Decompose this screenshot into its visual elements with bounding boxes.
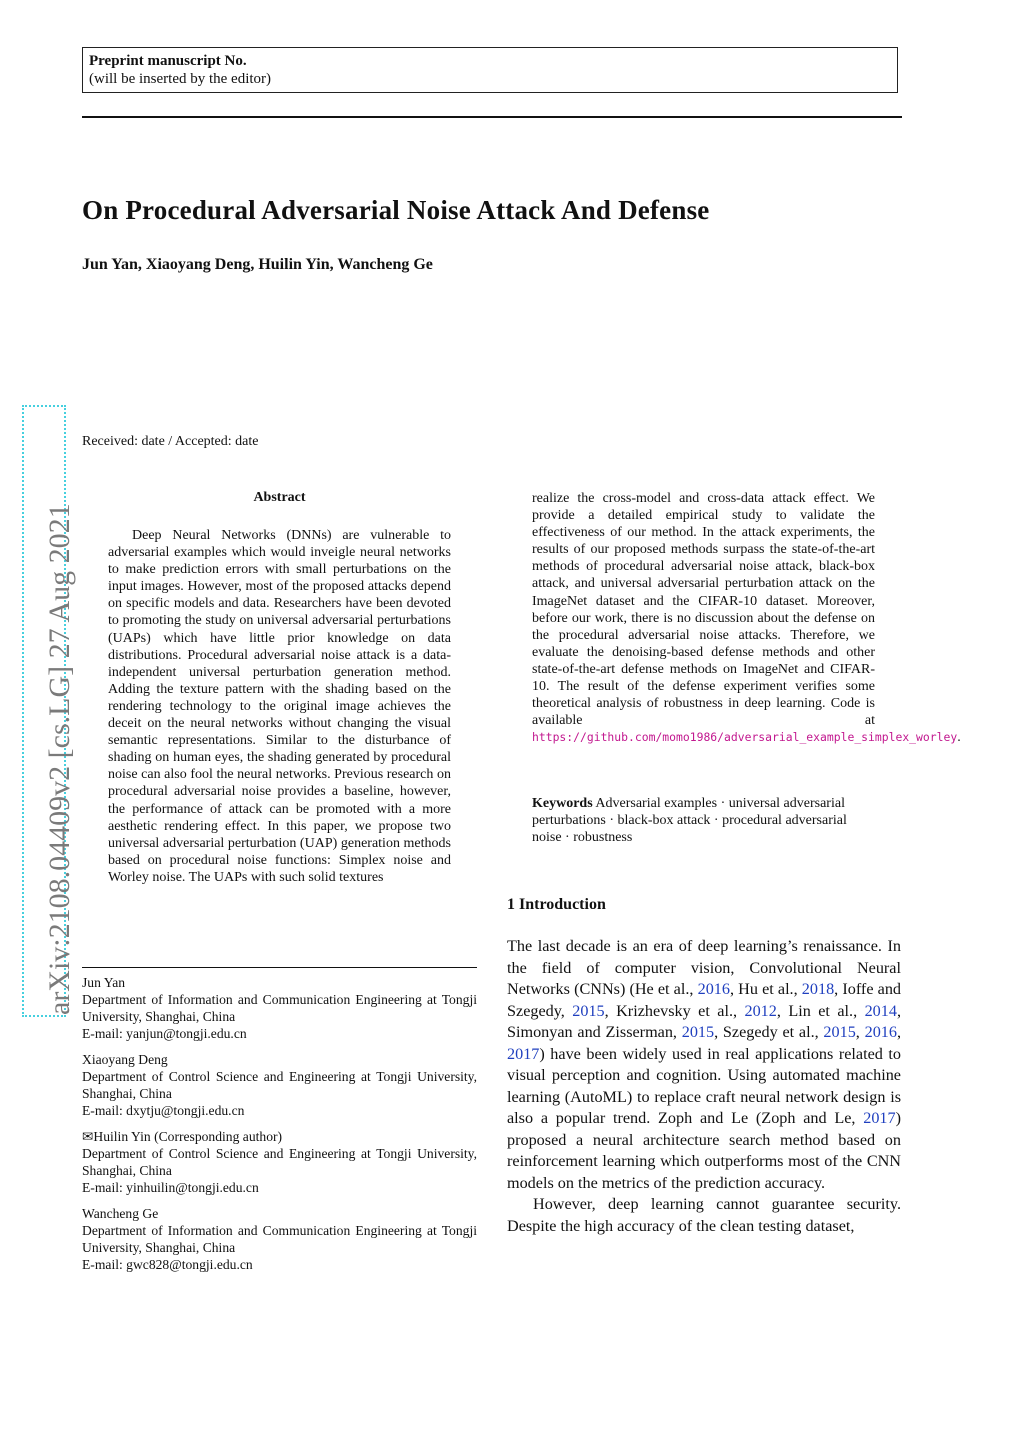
intro-text: ) proposed a neural architecture search method based on reinforcement learning which outperforms most of the CNN models on the metrics of the prediction accuracy.	[507, 1109, 901, 1192]
affiliation-name: ✉Huilin Yin (Corresponding author)	[82, 1129, 283, 1144]
received-accepted-line: Received: date / Accepted: date	[82, 434, 259, 449]
intro-text: , Simonyan and Zisserman,	[507, 1001, 901, 1041]
intro-text: , Krizhevsky et al.,	[604, 1001, 745, 1020]
introduction-body	[507, 936, 901, 1237]
citation-link[interactable]: 2016	[697, 980, 730, 998]
citation-link[interactable]: 2015	[572, 1001, 605, 1020]
preprint-label: Preprint manuscript No.	[89, 53, 247, 69]
intro-text: ) have been widely used in real applications related to visual perception and cognition. Using automated machine learning (AutoML) to replace craft neural network design is also a popular trend. Zoph and Le (Zoph and Le,	[507, 1044, 901, 1127]
arxiv-stamp[interactable]: arXiv:2108.04409v2 [cs.LG] 27 Aug 2021	[43, 503, 76, 1015]
affiliation-department: Department of Information and Communication Engineering at Tongji University, Shanghai, China	[82, 1223, 477, 1256]
affiliation-department: Department of Control Science and Engineering at Tongji University, Shanghai, China	[82, 1069, 477, 1102]
affiliation-department: Department of Control Science and Engineering at Tongji University, Shanghai, China	[82, 1146, 477, 1179]
intro-text: , Ioffe and Szegedy,	[507, 980, 902, 1020]
intro-text: ,	[855, 1023, 865, 1041]
intro-text: , Hu et al.,	[729, 980, 802, 998]
affiliation-email[interactable]: E-mail: yinhuilin@tongji.edu.cn	[82, 1180, 259, 1196]
intro-text: , Lin et al.,	[776, 1001, 865, 1020]
affiliation-email[interactable]: E-mail: yanjun@tongji.edu.cn	[82, 1026, 247, 1042]
affiliation-block	[82, 1205, 477, 1273]
citation-link[interactable]: 2016	[864, 1023, 897, 1041]
citation-link[interactable]: 2015	[823, 1023, 856, 1041]
introduction-paragraph-2: However, deep learning cannot guarantee security. Despite the high accuracy of the clean testing dataset,	[507, 1195, 901, 1235]
author-list: Jun Yan, Xiaoyang Deng, Huilin Yin, Wancheng Ge	[82, 256, 433, 273]
abstract-text-left: Deep Neural Networks (DNNs) are vulnerable to adversarial examples which would inveigle neural networks to make prediction errors with small perturbations on the input images. However, most of the proposed attacks depend on specific models and data. Researchers have been devoted to promoting the study on universal adversarial perturbations (UAPs) which have little prior knowledge on data distributions. Procedural adversarial noise attack is a data-independent universal perturbation generation method. Adding the texture pattern with the shading based on the rendering technology to the original image achieves the deceit on the neural networks without changing the visual semantic representations. Similar to the disturbance of shading on human eyes, the shading generated by procedural noise can also fool the neural networks. Previous research on procedural adversarial noise provides a baseline, however, the performance of attack can be promoted with a more aesthetic rendering effect. In this paper, we propose two universal adversarial perturbation (UAP) generation methods based on procedural noise functions: Simplex noise and Worley noise. The UAPs with such solid textures	[108, 528, 451, 885]
keywords-block	[532, 795, 875, 847]
affiliation-block	[82, 1051, 477, 1119]
abstract-text-right-body: realize the cross-model and cross-data attack effect. We provide a detailed empirical study to validate the effectiveness of our method. In the attack experiments, the results of our proposed methods surpass the state-of-the-art methods of procedural adversarial noise attack, black-box attack, and universal adversarial perturbation attack on the ImageNet dataset and the CIFAR-10 dataset. Moreover, before our work, there is no discussion about the defense on the procedural adversarial noise attacks. Therefore, we evaluate the denoising-based defense methods and other state-of-the-art defense methods on ImageNet and CIFAR-10. The result of the defense experiment verifies some theoretical analysis of robustness in deep learning. Code is available at	[532, 491, 875, 729]
citation-link[interactable]: 2014	[864, 1001, 897, 1020]
abstract-heading: Abstract	[253, 490, 306, 505]
intro-text: ,	[896, 1023, 902, 1041]
affiliation-name: Xiaoyang Deng	[82, 1052, 168, 1067]
code-url-link[interactable]: https://github.com/momo1986/adversarial_example_simplex_worley	[532, 730, 958, 745]
keywords-text: Adversarial examples · universal adversarial perturbations · black-box attack · procedural adversarial noise · robustness	[532, 796, 847, 846]
affiliation-email[interactable]: E-mail: gwc828@tongji.edu.cn	[82, 1257, 253, 1273]
keywords-label: Keywords	[532, 796, 593, 811]
affiliation-block	[82, 1128, 477, 1196]
affiliation-email[interactable]: E-mail: dxytju@tongji.edu.cn	[82, 1103, 245, 1119]
citation-link[interactable]: 2017	[507, 1044, 540, 1063]
affiliation-name: Jun Yan	[82, 975, 126, 990]
preprint-header-box	[82, 47, 898, 93]
section-heading-introduction: 1 Introduction	[507, 896, 606, 913]
citation-link[interactable]: 2017	[863, 1109, 896, 1127]
citation-link[interactable]: 2015	[681, 1023, 715, 1041]
affiliation-block	[82, 974, 477, 1042]
citation-link[interactable]: 2018	[801, 980, 835, 998]
code-url-period: .	[957, 730, 961, 746]
introduction-paragraph-1	[507, 936, 901, 1194]
affiliation-name: Wancheng Ge	[82, 1206, 159, 1221]
footnote-rule	[82, 967, 477, 968]
abstract-text-right	[532, 490, 961, 746]
header-rule	[82, 116, 902, 118]
intro-text: The last decade is an era of deep learning’s renaissance. In the field of computer vision, Convolutional Neural Networks (CNNs) (He et al.,	[507, 937, 901, 998]
preprint-editor-note: (will be inserted by the editor)	[89, 71, 272, 87]
citation-link[interactable]: 2012	[744, 1001, 777, 1020]
paper-title: On Procedural Adversarial Noise Attack And Defense	[82, 195, 710, 225]
affiliation-department: Department of Information and Communication Engineering at Tongji University, Shanghai, China	[82, 992, 477, 1025]
intro-text: , Szegedy et al.,	[714, 1023, 824, 1041]
